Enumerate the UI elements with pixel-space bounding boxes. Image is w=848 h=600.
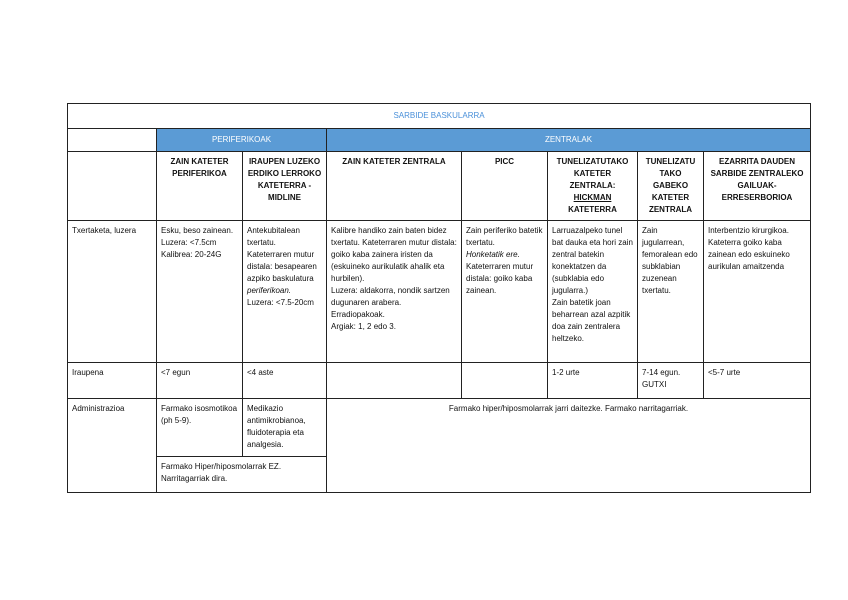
cell-text: Kalibrea: 20-24G bbox=[161, 250, 222, 259]
col-header-erreserborioa: EZARRITA DAUDEN SARBIDE ZENTRALEKO GAILUAK- ERRESERBORIOA bbox=[704, 152, 811, 221]
cell-txertaketa-c5 bbox=[548, 221, 638, 363]
row-header-administrazioa: Administrazioa bbox=[68, 399, 157, 493]
empty-header-cell bbox=[68, 152, 157, 221]
vascular-access-table bbox=[67, 103, 811, 493]
cell-txertaketa-c2 bbox=[243, 221, 327, 363]
cell-iraupena-c4 bbox=[462, 363, 548, 399]
cell-text: Luzera: <7.5cm bbox=[161, 238, 217, 247]
cell-text: Interbentzio kirurgikoa. bbox=[708, 226, 789, 235]
cell-iraupena-c6 bbox=[638, 363, 704, 399]
cell-iraupena-c5: 1-2 urte bbox=[548, 363, 638, 399]
cell-administrazioa-bottom: Farmako Hiper/hiposmolarrak EZ. Narritagarriak dira. bbox=[157, 457, 327, 493]
col-header-zain-kateter-periferikoa: ZAIN KATETER PERIFERIKOA bbox=[157, 152, 243, 221]
cell-text: Kateterra goiko kaba zainean edo eskuineko aurikulan amaitzenda bbox=[708, 238, 790, 271]
cell-text: Esku, beso zainean. bbox=[161, 226, 234, 235]
cell-text: Zain batetik joan beharrean azal azpitik doa zain zentralera heltzeko. bbox=[552, 298, 631, 343]
cell-text: Luzera: aldakorra, nondik sartzen dugunaren arabera. bbox=[331, 286, 450, 307]
group-periferikoak: PERIFERIKOAK bbox=[157, 129, 327, 152]
table-title: SARBIDE BASKULARRA bbox=[68, 104, 811, 129]
cell-text: Zain periferiko batetik txertatu. bbox=[466, 226, 543, 247]
cell-txertaketa-c1 bbox=[157, 221, 243, 363]
cell-iraupena-c2: <4 aste bbox=[243, 363, 327, 399]
col-header-hickman-b: HICKMAN bbox=[573, 193, 612, 202]
cell-administrazioa-c1: Farmako isosmotikoa (ph 5-9). bbox=[157, 399, 243, 457]
cell-text: 7-14 egun. bbox=[642, 368, 681, 377]
col-header-hickman-c: KATETERRA bbox=[568, 205, 617, 214]
col-header-tunelizatu-gabeko: TUNELIZATU TAKO GABEKO KATETER ZENTRALA bbox=[638, 152, 704, 221]
cell-text: Luzera: <7.5-20cm bbox=[247, 298, 314, 307]
row-header-txertaketa: Txertaketa, luzera bbox=[68, 221, 157, 363]
cell-text: Argiak: 1, 2 edo 3. bbox=[331, 322, 396, 331]
cell-iraupena-c3 bbox=[327, 363, 462, 399]
col-header-hickman bbox=[548, 152, 638, 221]
cell-text: Larruazalpeko tunel bat dauka eta hori zain zentral batekin konektatzen da (subklabia edo jugularra.) bbox=[552, 226, 633, 295]
col-header-zain-kateter-zentrala: ZAIN KATETER ZENTRALA bbox=[327, 152, 462, 221]
cell-text: Antekubitalean txertatu. Kateterraren mutur distala: besapearen azpiko baskulatura bbox=[247, 226, 317, 283]
cell-txertaketa-c6: Zain jugularrean, femoralean edo subklabian zuzenean txertatu. bbox=[638, 221, 704, 363]
cell-txertaketa-c7 bbox=[704, 221, 811, 363]
group-zentralak: ZENTRALAK bbox=[327, 129, 811, 152]
row-header-iraupena: Iraupena bbox=[68, 363, 157, 399]
col-header-midline: IRAUPEN LUZEKO ERDIKO LERROKO KATETERRA - MIDLINE bbox=[243, 152, 327, 221]
col-header-picc: PICC bbox=[462, 152, 548, 221]
empty-corner-cell bbox=[68, 129, 157, 152]
cell-txertaketa-c4 bbox=[462, 221, 548, 363]
cell-txertaketa-c3 bbox=[327, 221, 462, 363]
cell-text: Honketatik ere. bbox=[466, 250, 520, 259]
cell-iraupena-c1: <7 egun bbox=[157, 363, 243, 399]
cell-text: GUTXI bbox=[642, 380, 667, 389]
cell-administrazioa-central: Farmako hiper/hiposmolarrak jarri daitezke. Farmako narritagarriak. bbox=[327, 399, 811, 493]
cell-text: Erradiopakoak. bbox=[331, 310, 385, 319]
cell-text: Kateterraren mutur distala: goiko kaba zainean. bbox=[466, 262, 534, 295]
cell-administrazioa-c2: Medikazio antimikrobianoa, fluidoterapia eta analgesia. bbox=[243, 399, 327, 457]
cell-iraupena-c7: <5-7 urte bbox=[704, 363, 811, 399]
cell-text: Kalibre handiko zain baten bidez txertatu. Kateterraren mutur distala: goiko kaba zainera iristen da (eskuineko aurikulatik ahalik eta hurbilen). bbox=[331, 226, 457, 283]
cell-text: periferikoan. bbox=[247, 286, 292, 295]
col-header-hickman-a: TUNELIZATUTAKO KATETER ZENTRALA: bbox=[556, 157, 629, 190]
